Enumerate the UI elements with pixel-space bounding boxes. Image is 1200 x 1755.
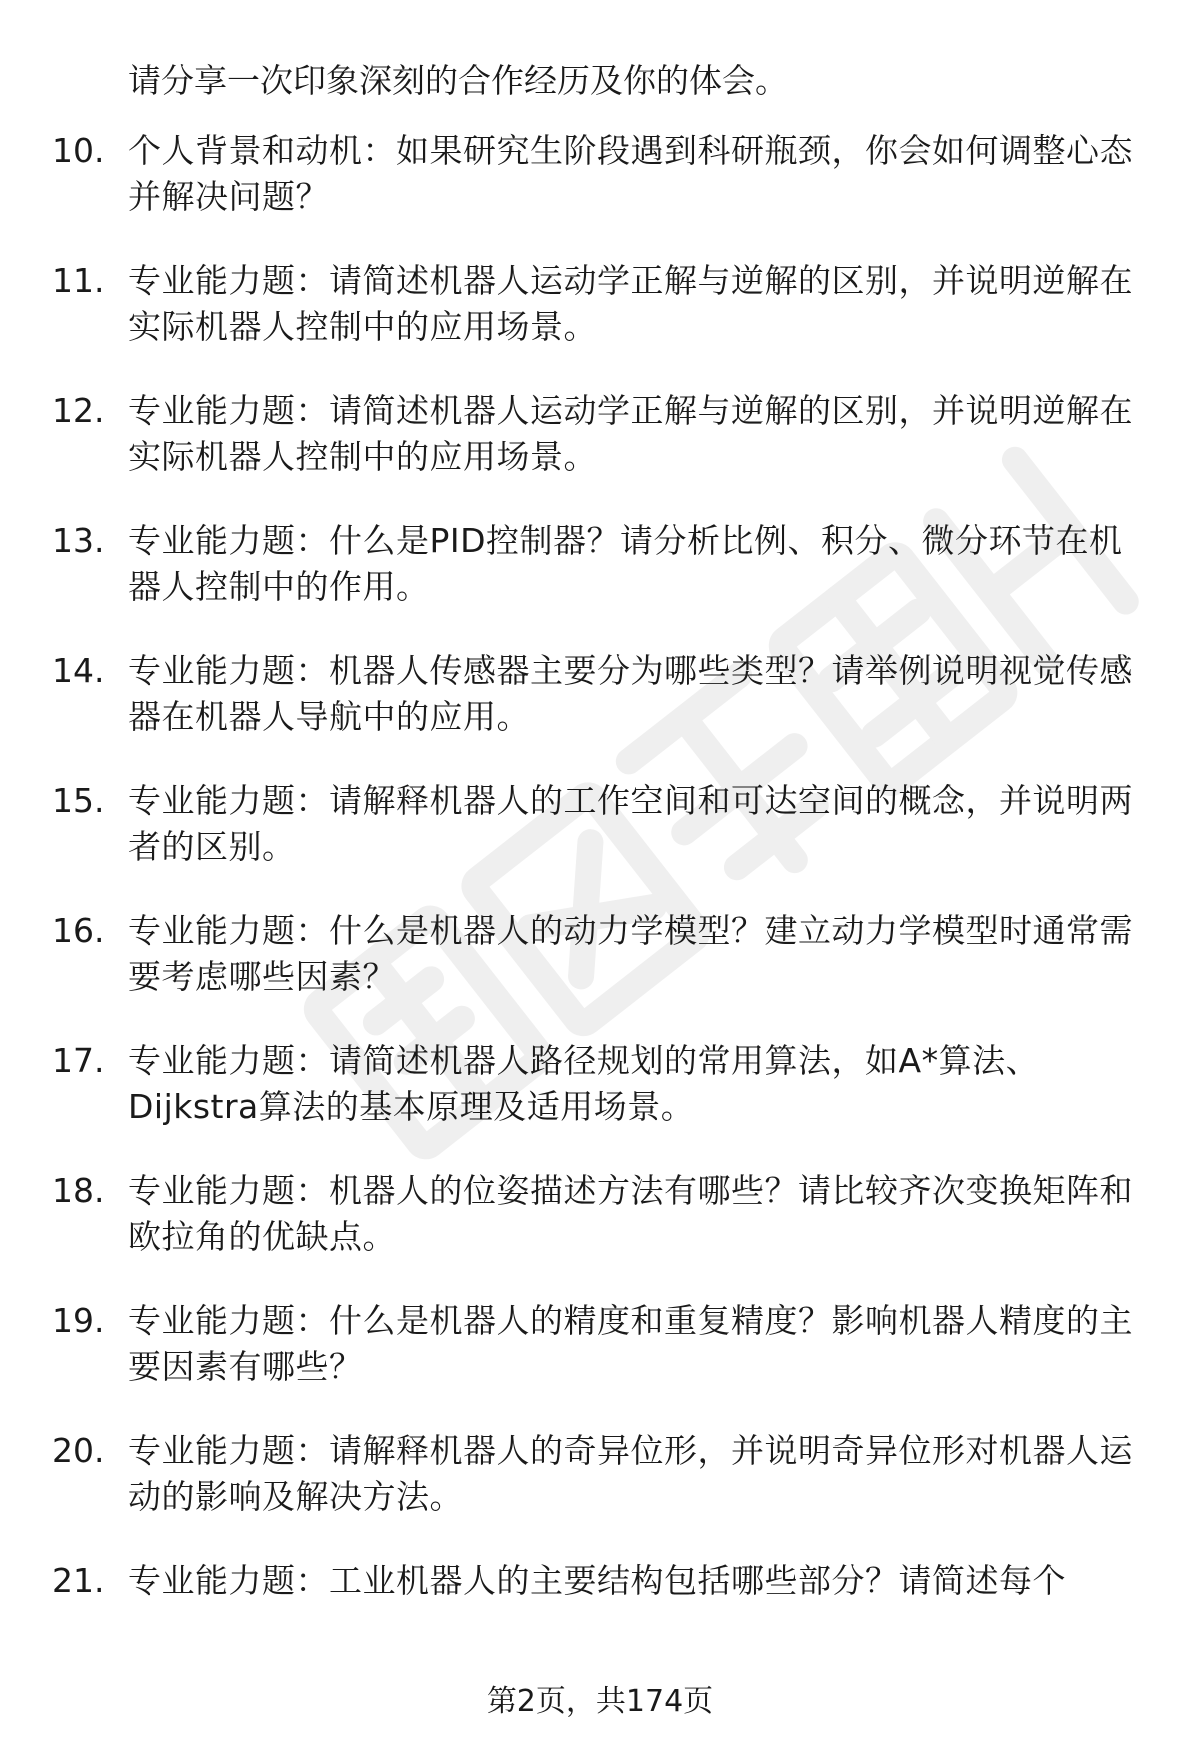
question-text: 专业能力题：机器人传感器主要分为哪些类型？请举例说明视觉传感器在机器人导航中的应用。: [128, 651, 1133, 736]
question-text: 专业能力题：请解释机器人的奇异位形，并说明奇异位形对机器人运动的影响及解决方法。: [128, 1431, 1133, 1516]
question-number: 16.: [52, 911, 105, 950]
question-number: 21.: [52, 1561, 105, 1600]
question-text: 专业能力题：请简述机器人运动学正解与逆解的区别，并说明逆解在实际机器人控制中的应用场景。: [128, 391, 1133, 476]
question-text: 专业能力题：什么是PID控制器？请分析比例、积分、微分环节在机器人控制中的作用。: [128, 521, 1123, 606]
continued-question-text: 请分享一次印象深刻的合作经历及你的体会。: [128, 61, 788, 100]
question-number: 12.: [52, 391, 105, 430]
question-number: 14.: [52, 651, 105, 690]
question-text: 个人背景和动机：如果研究生阶段遇到科研瓶颈，你会如何调整心态并解决问题？: [128, 131, 1133, 216]
question-text: 专业能力题：什么是机器人的精度和重复精度？影响机器人精度的主要因素有哪些？: [128, 1301, 1133, 1386]
page-footer: 第2页，共174页: [486, 1684, 714, 1719]
question-number: 17.: [52, 1041, 105, 1080]
question-number: 10.: [52, 131, 105, 170]
question-number: 19.: [52, 1301, 105, 1340]
question-number: 13.: [52, 521, 105, 560]
question-number: 15.: [52, 781, 105, 820]
question-text: 专业能力题：请简述机器人运动学正解与逆解的区别，并说明逆解在实际机器人控制中的应用场景。: [128, 261, 1133, 346]
question-number: 18.: [52, 1171, 105, 1210]
question-number: 20.: [52, 1431, 105, 1470]
question-text: 专业能力题：机器人的位姿描述方法有哪些？请比较齐次变换矩阵和欧拉角的优缺点。: [128, 1171, 1133, 1256]
question-text: 专业能力题：请简述机器人路径规划的常用算法，如A*算法、Dijkstra算法的基本原理及适用场景。: [128, 1041, 1040, 1126]
question-text: 专业能力题：什么是机器人的动力学模型？建立动力学模型时通常需要考虑哪些因素？: [128, 911, 1133, 996]
question-text: 专业能力题：工业机器人的主要结构包括哪些部分？请简述每个: [128, 1561, 1066, 1600]
question-number: 11.: [52, 261, 105, 300]
question-text: 专业能力题：请解释机器人的工作空间和可达空间的概念，并说明两者的区别。: [128, 781, 1133, 866]
